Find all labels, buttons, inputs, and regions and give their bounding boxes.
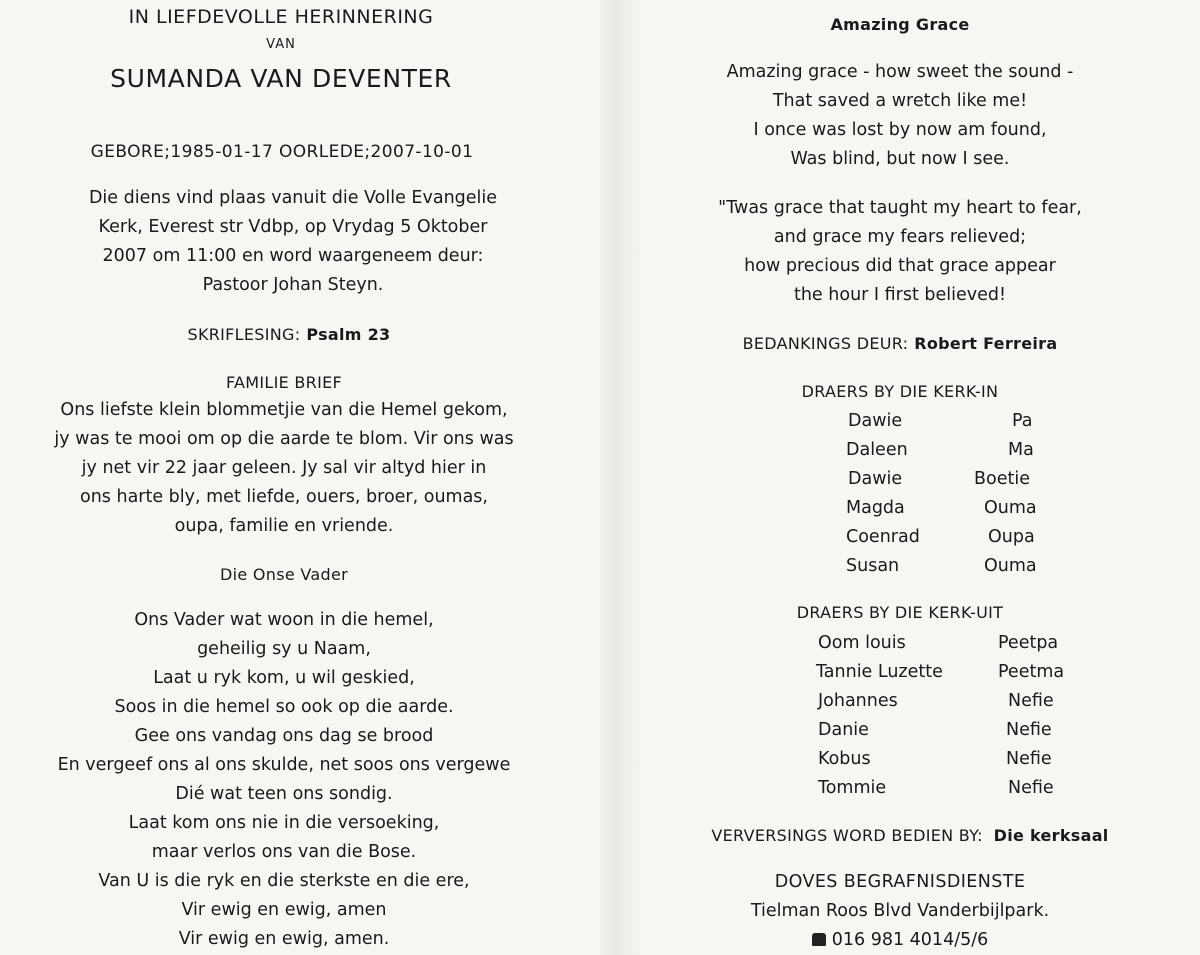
family-letter-line: ons harte bly, met liefde, ouers, broer, oumas, (80, 487, 488, 507)
memorial-heading: IN LIEFDEVOLLE HERINNERING (128, 6, 434, 28)
hymn-line: and grace my fears relieved; (773, 227, 1027, 247)
hymn-line: how precious did that grace appear (744, 256, 1056, 276)
hymn-line: the hour I first believed! (793, 285, 1007, 305)
pallbearers-in-title: DRAERS BY DIE KERK-IN (801, 382, 999, 401)
hymn-title: Amazing Grace (830, 15, 970, 34)
service-line: Die diens vind plaas vanuit die Volle Evangelie (88, 188, 498, 208)
undertaker-name: DOVES BEGRAFNISDIENSTE (774, 872, 1026, 892)
pallbearer-role: Nefie (1006, 749, 1052, 769)
family-letter-line: jy was te mooi om op die aarde te blom. Vir ons was (54, 429, 514, 449)
refreshments (620, 826, 1200, 845)
prayer-line: Vir ewig en ewig, amen (181, 900, 387, 920)
prayer-line: Laat kom ons nie in die versoeking, (128, 813, 440, 833)
phone-number: 016 981 4014/5/6 (831, 930, 989, 950)
service-line: Kerk, Everest str Vdbp, op Vrydag 5 Oktober (98, 217, 488, 237)
prayer-line: Ons Vader wat woon in die hemel, (134, 610, 434, 630)
prayer-line: En vergeef ons al ons skulde, net soos ons vergewe (57, 755, 511, 775)
pallbearer-name: Magda (846, 498, 905, 518)
pallbearer-role: Oupa (988, 527, 1035, 547)
pallbearer-role: Peetpa (998, 633, 1059, 653)
pallbearer-name: Johannes (818, 691, 898, 711)
pallbearer-name: Dawie (848, 411, 903, 431)
pallbearer-name: Tannie Luzette (816, 662, 943, 682)
telephone-icon (812, 933, 826, 946)
pallbearer-role: Nefie (1008, 778, 1054, 798)
page-fold (600, 0, 640, 955)
refreshments-label: VERVERSINGS WORD BEDIEN BY: (711, 826, 983, 845)
thanks-by: BEDANKINGS DEUR: Robert Ferreira (742, 334, 1058, 353)
pallbearer-role: Boetie (974, 469, 1030, 489)
hymn-line: Amazing grace - how sweet the sound - (726, 62, 1074, 82)
prayer-line: geheilig sy u Naam, (197, 639, 371, 659)
pallbearer-role: Pa (1012, 411, 1033, 431)
pallbearer-name: Susan (846, 556, 900, 576)
pallbearer-name: Tommie (818, 778, 887, 798)
family-letter-title: FAMILIE BRIEF (225, 373, 343, 392)
prayer-line: Gee ons vandag ons dag se brood (134, 726, 434, 746)
family-letter-line: Ons liefste klein blommetjie van die Hemel gekom, (60, 400, 508, 420)
pallbearer-name: Daleen (846, 440, 908, 460)
family-letter-line: oupa, familie en vriende. (174, 516, 394, 536)
prayer-line: Vir ewig en ewig, amen. (178, 929, 390, 949)
prayer-line: Dié wat teen ons sondig. (175, 784, 393, 804)
deceased-name: SUMANDA VAN DEVENTER (110, 64, 452, 93)
hymn-line: That saved a wretch like me! (772, 91, 1028, 111)
service-line: Pastoor Johan Steyn. (202, 275, 384, 295)
pallbearers-out-title: DRAERS BY DIE KERK-UIT (796, 603, 1004, 622)
prayer-line: Soos in die hemel so ook op die aarde. (114, 697, 454, 717)
right-page (640, 0, 1200, 955)
hymn-line: I once was lost by now am found, (753, 120, 1047, 140)
scripture-reading (0, 325, 600, 344)
pallbearer-name: Kobus (818, 749, 871, 769)
hymn-line: Was blind, but now I see. (790, 149, 1010, 169)
pallbearer-role: Nefie (1008, 691, 1054, 711)
pallbearer-name: Danie (818, 720, 869, 740)
pallbearer-role: Ouma (984, 498, 1037, 518)
pallbearer-name: Oom louis (818, 633, 906, 653)
van-label: VAN (266, 37, 296, 52)
service-line: 2007 om 11:00 en word waargeneem deur: (102, 246, 484, 266)
pallbearer-role: Ouma (984, 556, 1037, 576)
pallbearer-name: Dawie (848, 469, 903, 489)
family-letter-line: jy net vir 22 jaar geleen. Jy sal vir altyd hier in (81, 458, 487, 478)
refreshments-venue: Die kerksaal (993, 826, 1109, 845)
prayer-line: Van U is die ryk en die sterkste en die ere, (98, 871, 470, 891)
hymn-line: "Twas grace that taught my heart to fear, (718, 198, 1082, 218)
birth-death-dates: GEBORE;1985-01-17 OORLEDE;2007-10-01 (90, 142, 474, 162)
scripture-reading-text: SKRIFLESING: Psalm 23 (187, 325, 391, 344)
prayer-title: Die Onse Vader (220, 565, 348, 584)
undertaker-address: Tielman Roos Blvd Vanderbijlpark. (750, 901, 1050, 921)
prayer-line: Laat u ryk kom, u wil geskied, (153, 668, 415, 688)
pallbearer-name: Coenrad (846, 527, 920, 547)
pallbearer-role: Nefie (1006, 720, 1052, 740)
prayer-line: maar verlos ons van die Bose. (151, 842, 417, 862)
pallbearer-role: Peetma (998, 662, 1065, 682)
pallbearer-role: Ma (1008, 440, 1034, 460)
undertaker-phone (600, 930, 1200, 950)
